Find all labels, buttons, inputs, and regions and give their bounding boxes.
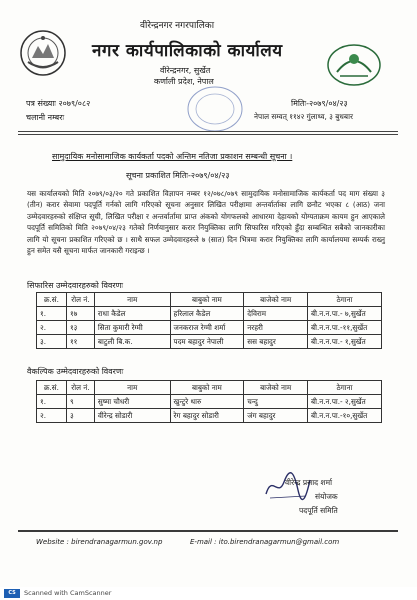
cell-address: बी.न.न.पा.-११,सुर्खेत bbox=[308, 321, 382, 335]
cell-father: रेग बहादुर सोडारी bbox=[170, 409, 244, 423]
cell-roll: १३ bbox=[66, 321, 94, 335]
municipality-logo-icon bbox=[325, 42, 383, 88]
cell-name: सुष्मा चौधरी bbox=[94, 395, 170, 409]
nepal-sambat-date: नेपाल सम्वत् ११४२ गुंलाथ्व, ३ बुधबार bbox=[254, 112, 353, 121]
cell-father: जनकराज रेग्मी शर्मा bbox=[170, 321, 244, 335]
office-main-title: नगर कार्यपालिकाको कार्यालय bbox=[92, 41, 283, 61]
col-roll: रोल नं. bbox=[66, 293, 94, 307]
cell-grandfather: नरहरी bbox=[244, 321, 308, 335]
col-grandfather: बाजेको नाम bbox=[244, 293, 308, 307]
website-label: Website : bbox=[36, 538, 69, 546]
footer-divider bbox=[18, 530, 398, 532]
cell-father: पदम बहादुर नेपाली bbox=[170, 335, 244, 349]
cell-name: राधा कैडेल bbox=[94, 307, 170, 321]
table-row bbox=[37, 409, 382, 423]
cell-grandfather: देविराम bbox=[244, 307, 308, 321]
col-address: ठेगाना bbox=[308, 293, 382, 307]
scanner-watermark bbox=[0, 587, 417, 600]
recommended-title: सिफारिस उम्मेदवारहरुको विवरणः bbox=[27, 281, 124, 290]
header-divider-thin bbox=[18, 134, 398, 135]
cell-address: बी.न.न.पा.- २,सुर्खेत bbox=[308, 395, 382, 409]
cell-sn: १. bbox=[37, 307, 67, 321]
notice-subject: सामुदायिक मनोसामाजिक कार्यकर्ता पदको अन्तिम नतिजा प्रकाशन सम्बन्धी सूचना । bbox=[52, 152, 293, 161]
cell-address: बी.न.न.पा.-१०,सुर्खेत bbox=[308, 409, 382, 423]
signatory-name: वीरेन्द्र प्रसाद शर्मा bbox=[285, 478, 333, 487]
alternate-table bbox=[36, 380, 382, 423]
table-row bbox=[37, 335, 382, 349]
address-line-2: कर्णाली प्रदेश, नेपाल bbox=[154, 77, 214, 86]
col-roll: रोल नं. bbox=[66, 381, 94, 395]
cell-grandfather: चन्दु bbox=[244, 395, 308, 409]
cell-sn: २. bbox=[37, 409, 67, 423]
col-name: नाम bbox=[94, 293, 170, 307]
cell-roll: ९ bbox=[66, 395, 94, 409]
office-name: वीरेन्द्रनगर नगरपालिका bbox=[140, 21, 215, 31]
col-sn: क्र.सं. bbox=[37, 381, 67, 395]
cell-grandfather: सस बहादुर bbox=[244, 335, 308, 349]
footer-email bbox=[190, 538, 339, 546]
cell-father: खुन्टुरे थारु bbox=[170, 395, 244, 409]
scanner-text: Scanned with CamScanner bbox=[24, 589, 112, 597]
cell-name: बाटुली बि.क. bbox=[94, 335, 170, 349]
cell-roll: ११ bbox=[66, 335, 94, 349]
cell-grandfather: जंग बहादुर bbox=[244, 409, 308, 423]
col-father: बाबुको नाम bbox=[170, 293, 244, 307]
office-stamp-icon bbox=[185, 84, 245, 134]
email-link[interactable]: ito.birendranagarmun@gmail.com bbox=[218, 538, 340, 546]
footer-website bbox=[36, 538, 162, 546]
col-grandfather: बाजेको नाम bbox=[244, 381, 308, 395]
signatory-role: संयोजक bbox=[315, 492, 338, 501]
dispatch-number: चलानी नम्बरः bbox=[26, 113, 65, 122]
table-header-row bbox=[37, 381, 382, 395]
cell-sn: २. bbox=[37, 321, 67, 335]
signatory-committee: पदपूर्ति समिति bbox=[299, 506, 338, 515]
header-divider bbox=[18, 131, 398, 132]
recommended-table bbox=[36, 292, 382, 349]
letter-date: मितिः-२०७९/०४/२३ bbox=[291, 99, 348, 108]
camscanner-logo-icon: CS bbox=[4, 589, 20, 598]
address-line-1: वीरेन्द्रनगर, सुर्खेत bbox=[160, 66, 211, 75]
letter-number: पत्र संख्याः २०७९/०८२ bbox=[26, 99, 91, 108]
cell-address: बी.न.न.पा.- १,सुर्खेत bbox=[308, 335, 382, 349]
cell-name: वीरेन्द्र सोडारी bbox=[94, 409, 170, 423]
table-row bbox=[37, 395, 382, 409]
cell-father: हरिलाल कैडेल bbox=[170, 307, 244, 321]
cell-sn: ३. bbox=[37, 335, 67, 349]
alternate-title: वैकल्पिक उम्मेदवारहरुको विवरणः bbox=[27, 367, 124, 376]
notice-publish-date: सूचना प्रकाशित मितिः-२०७९/०४/२३ bbox=[126, 171, 230, 180]
table-row bbox=[37, 307, 382, 321]
col-name: नाम bbox=[94, 381, 170, 395]
col-father: बाबुको नाम bbox=[170, 381, 244, 395]
notice-body: यस कार्यालयको मिति २०७९/०३/२० गते प्रकाशित विज्ञापन नम्बर १२/०७८/०७९ सामुदायिक मनोसामाजिक कार्यकर्ता पद माग संख्या ३ (तीन) करार सेवामा पदपूर्ति गर्नको लागि गरिएको सूचना अनुसार लिखित परीक्षामा अन्तर्वार्ताका लागि छनौट भएका ८ (आठ) जना उम्मेदवारहरुको संक्षिप्त सूची, लिखित परीक्षा र अन्तर्वार्तामा प्राप्त अंकको योगफलको आधारमा देहायको योग्यताक्रम कायम हुन आएकाले पदपूर्ति समितिको मिति २०७९/०४/२३ गतेको निर्णयानुसार करार नियुक्तिका लागि सिफारिस गरिएको हुँदा सम्बन्धित सबैको जानकारीका लागि यो सूचना प्रकाशित गरिएको छ । साथै सफल उम्मेदवारहरुले ७ (सात) दिन भित्रमा करार नियुक्तिका लागि कार्यालयमा सम्पर्क राख्नु हुन समेत यसै सूचना मार्फत जानकारी गराइन्छ । bbox=[27, 189, 385, 256]
table-header-row bbox=[37, 293, 382, 307]
website-link[interactable]: birendranagarmun.gov.np bbox=[71, 538, 163, 546]
table-row bbox=[37, 321, 382, 335]
cell-name: सिता कुमारी रेग्मी bbox=[94, 321, 170, 335]
col-sn: क्र.सं. bbox=[37, 293, 67, 307]
cell-address: बी.न.न.पा.- ७,सुर्खेत bbox=[308, 307, 382, 321]
cell-roll: १७ bbox=[66, 307, 94, 321]
cell-roll: ३ bbox=[66, 409, 94, 423]
col-address: ठेगाना bbox=[308, 381, 382, 395]
nepal-emblem-icon bbox=[18, 28, 68, 78]
email-label: E-mail : bbox=[190, 538, 217, 546]
cell-sn: १. bbox=[37, 395, 67, 409]
